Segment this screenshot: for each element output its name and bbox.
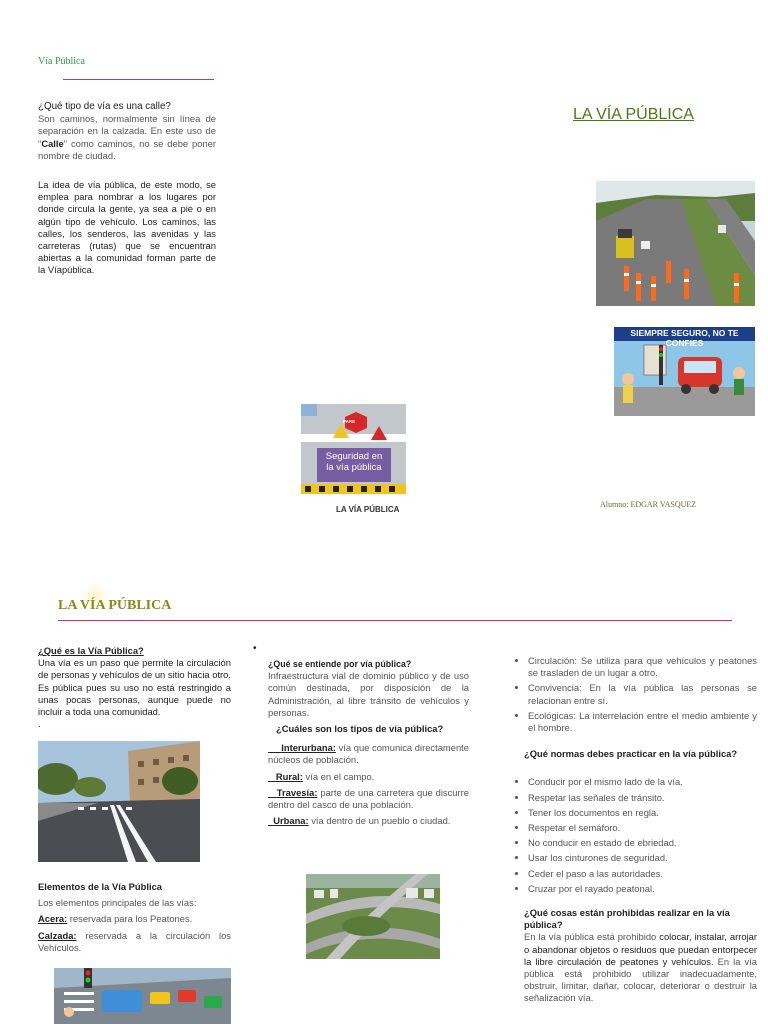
norm-item: • Usar los cinturones de seguridad.	[528, 852, 757, 864]
prohibited-text	[524, 931, 757, 1004]
elements-title: Elementos de la Vía Pública	[38, 881, 163, 892]
type-rural-text: vía en el campo.	[302, 770, 375, 782]
type-rural	[268, 771, 469, 783]
street-bold: Calle	[41, 137, 64, 149]
page2-title: LA VÍA PÚBLICA	[58, 598, 172, 613]
prohibited-section	[524, 907, 757, 1005]
poster-banner: SIEMPRE SEGURO, NO TE CONFIES	[630, 328, 739, 348]
col2-q2: ¿Cuáles son los tipos de vía pública?	[276, 723, 444, 735]
acera-label: Acera:	[38, 913, 68, 925]
safety-sign-text: PARE	[343, 419, 356, 424]
uses-list	[510, 655, 757, 734]
type-interurbana	[268, 742, 469, 766]
crossing-illustration	[54, 968, 231, 1024]
safety-sign-image	[301, 404, 406, 494]
calzada-label: Calzada:	[38, 929, 77, 941]
safety-poster	[614, 327, 755, 416]
col1	[38, 645, 231, 730]
street-text-2: " como caminos, no se debe poner nombre de ciudad.	[38, 137, 216, 161]
street-question: ¿Qué tipo de vía es una calle?	[38, 101, 171, 112]
center-label: LA VÍA PÚBLICA	[336, 505, 400, 514]
type-interurbana-label: Interurbana:	[281, 742, 336, 754]
norms-question: ¿Qué normas debes practicar en la vía pública?	[524, 748, 738, 760]
type-urbana-label: Urbana:	[273, 815, 309, 827]
col3	[510, 655, 757, 1005]
type-interurbana-text: vía que comunica directamente núcleos de población.	[268, 742, 469, 766]
type-rural-label: Rural:	[275, 770, 303, 782]
street-photo	[38, 741, 200, 862]
page1-title: LA VÍA PÚBLICA	[573, 106, 694, 123]
norm-item: • Respetar el semáforo.	[528, 822, 757, 834]
acera-text: reservada para los Peatones.	[67, 913, 193, 925]
elements-intro: Los elementos principales de las vías:	[38, 897, 197, 909]
type-urbana	[268, 815, 469, 827]
acera-item	[38, 913, 231, 925]
type-travesia-text: parte de una carretera que discurre dentro del casco de una población.	[268, 786, 469, 811]
norm-item: • Cruzar por el rayado peatonal.	[528, 883, 757, 895]
prohibited-text-2: . En la vía pública está prohibido utilizar inadecuadamente, obstruir, limitar, dañar, colocar, deteriorar o destruir la señalización vía.	[524, 955, 757, 1004]
norm-item: • Tener los documentos en regla.	[528, 807, 757, 819]
norms-list	[510, 776, 757, 895]
norm-item: • No conducir en estado de ebriedad.	[528, 837, 757, 849]
idea-paragraph: La idea de vía pública, de este modo, se emplea para nombrar a los lugares por donde circula la gente, ya sea a pie o en algún tipo de vehículo. Los caminos, las calles, los senderos, las avenidas y las carreteras (rutas) que se encuentran abiertas a la comunidad forman parte de la Víapública.	[38, 179, 216, 276]
street-text-1: Son caminos, normalmente sin línea de separación en la calzada. En este uso de "	[38, 113, 216, 149]
norm-item: • Respetar las señales de tránsito.	[528, 792, 757, 804]
type-urbana-text: vía dentro de un pueblo o ciudad.	[308, 815, 451, 827]
prohibited-bold: colocar, instalar, arrojar o abandonar objetos o residuos que puedan entorpecer la libre circulación de peatones y vehículos	[524, 931, 757, 967]
interchange-photo	[306, 874, 440, 959]
header-rule	[63, 79, 214, 80]
col2-bullet: •	[253, 643, 257, 654]
col1-a1: Una vía es un paso que permite la circulación de personas y vehículos de un sitio hacia otro. Es pública pues su uso no está restringido a unas pocas personas, aunque puede no incluir a toda una comunidad.	[38, 657, 231, 718]
norm-item: • Conducir por el mismo lado de la vía.	[528, 776, 757, 788]
street-answer	[38, 113, 216, 162]
header-label: Vía Pública	[38, 56, 85, 67]
norm-item: • Ceder el paso a las autoridades.	[528, 868, 757, 880]
col1-dot: .	[38, 718, 41, 730]
col2-a1: Infraestructura vial de dominio público y de uso común destinada, por disposición de la Administración, al libre tránsito de vehículos y personas.	[268, 670, 469, 718]
col2-q1: ¿Qué se entiende por vía pública?	[268, 659, 412, 669]
prohibited-text-1: En la vía pública está prohibido	[524, 931, 660, 943]
calzada-text: reservada a la circulación los Vehículos.	[38, 929, 231, 953]
use-item-circulacion: • Circulación: Se utiliza para que vehículos y peatones se trasladen de un lugar a otro.	[528, 655, 757, 679]
calzada-item	[38, 930, 231, 954]
use-item-ecologicas: • Ecológicas: La interrelación entre el medio ambiente y el hombre.	[528, 710, 757, 734]
student-name: Alumno: EDGAR VASQUEZ	[600, 500, 697, 509]
elements-section	[38, 881, 231, 954]
use-item-convivencia: • Convivencia: En la vía pública las personas se relacionan entre sí.	[528, 682, 757, 706]
type-travesia-label: Travesía:	[276, 786, 318, 798]
highway-photo	[596, 181, 755, 306]
prohibited-question: ¿Qué cosas están prohibidas realizar en la vía pública?	[524, 907, 730, 931]
type-travesia	[268, 787, 469, 811]
street-section	[38, 101, 216, 162]
col1-q1: ¿Qué es la Vía Pública?	[38, 645, 144, 656]
col2	[268, 658, 469, 827]
safety-caption: Seguridad en la vía pública	[325, 451, 383, 473]
page2-rule	[58, 620, 732, 621]
